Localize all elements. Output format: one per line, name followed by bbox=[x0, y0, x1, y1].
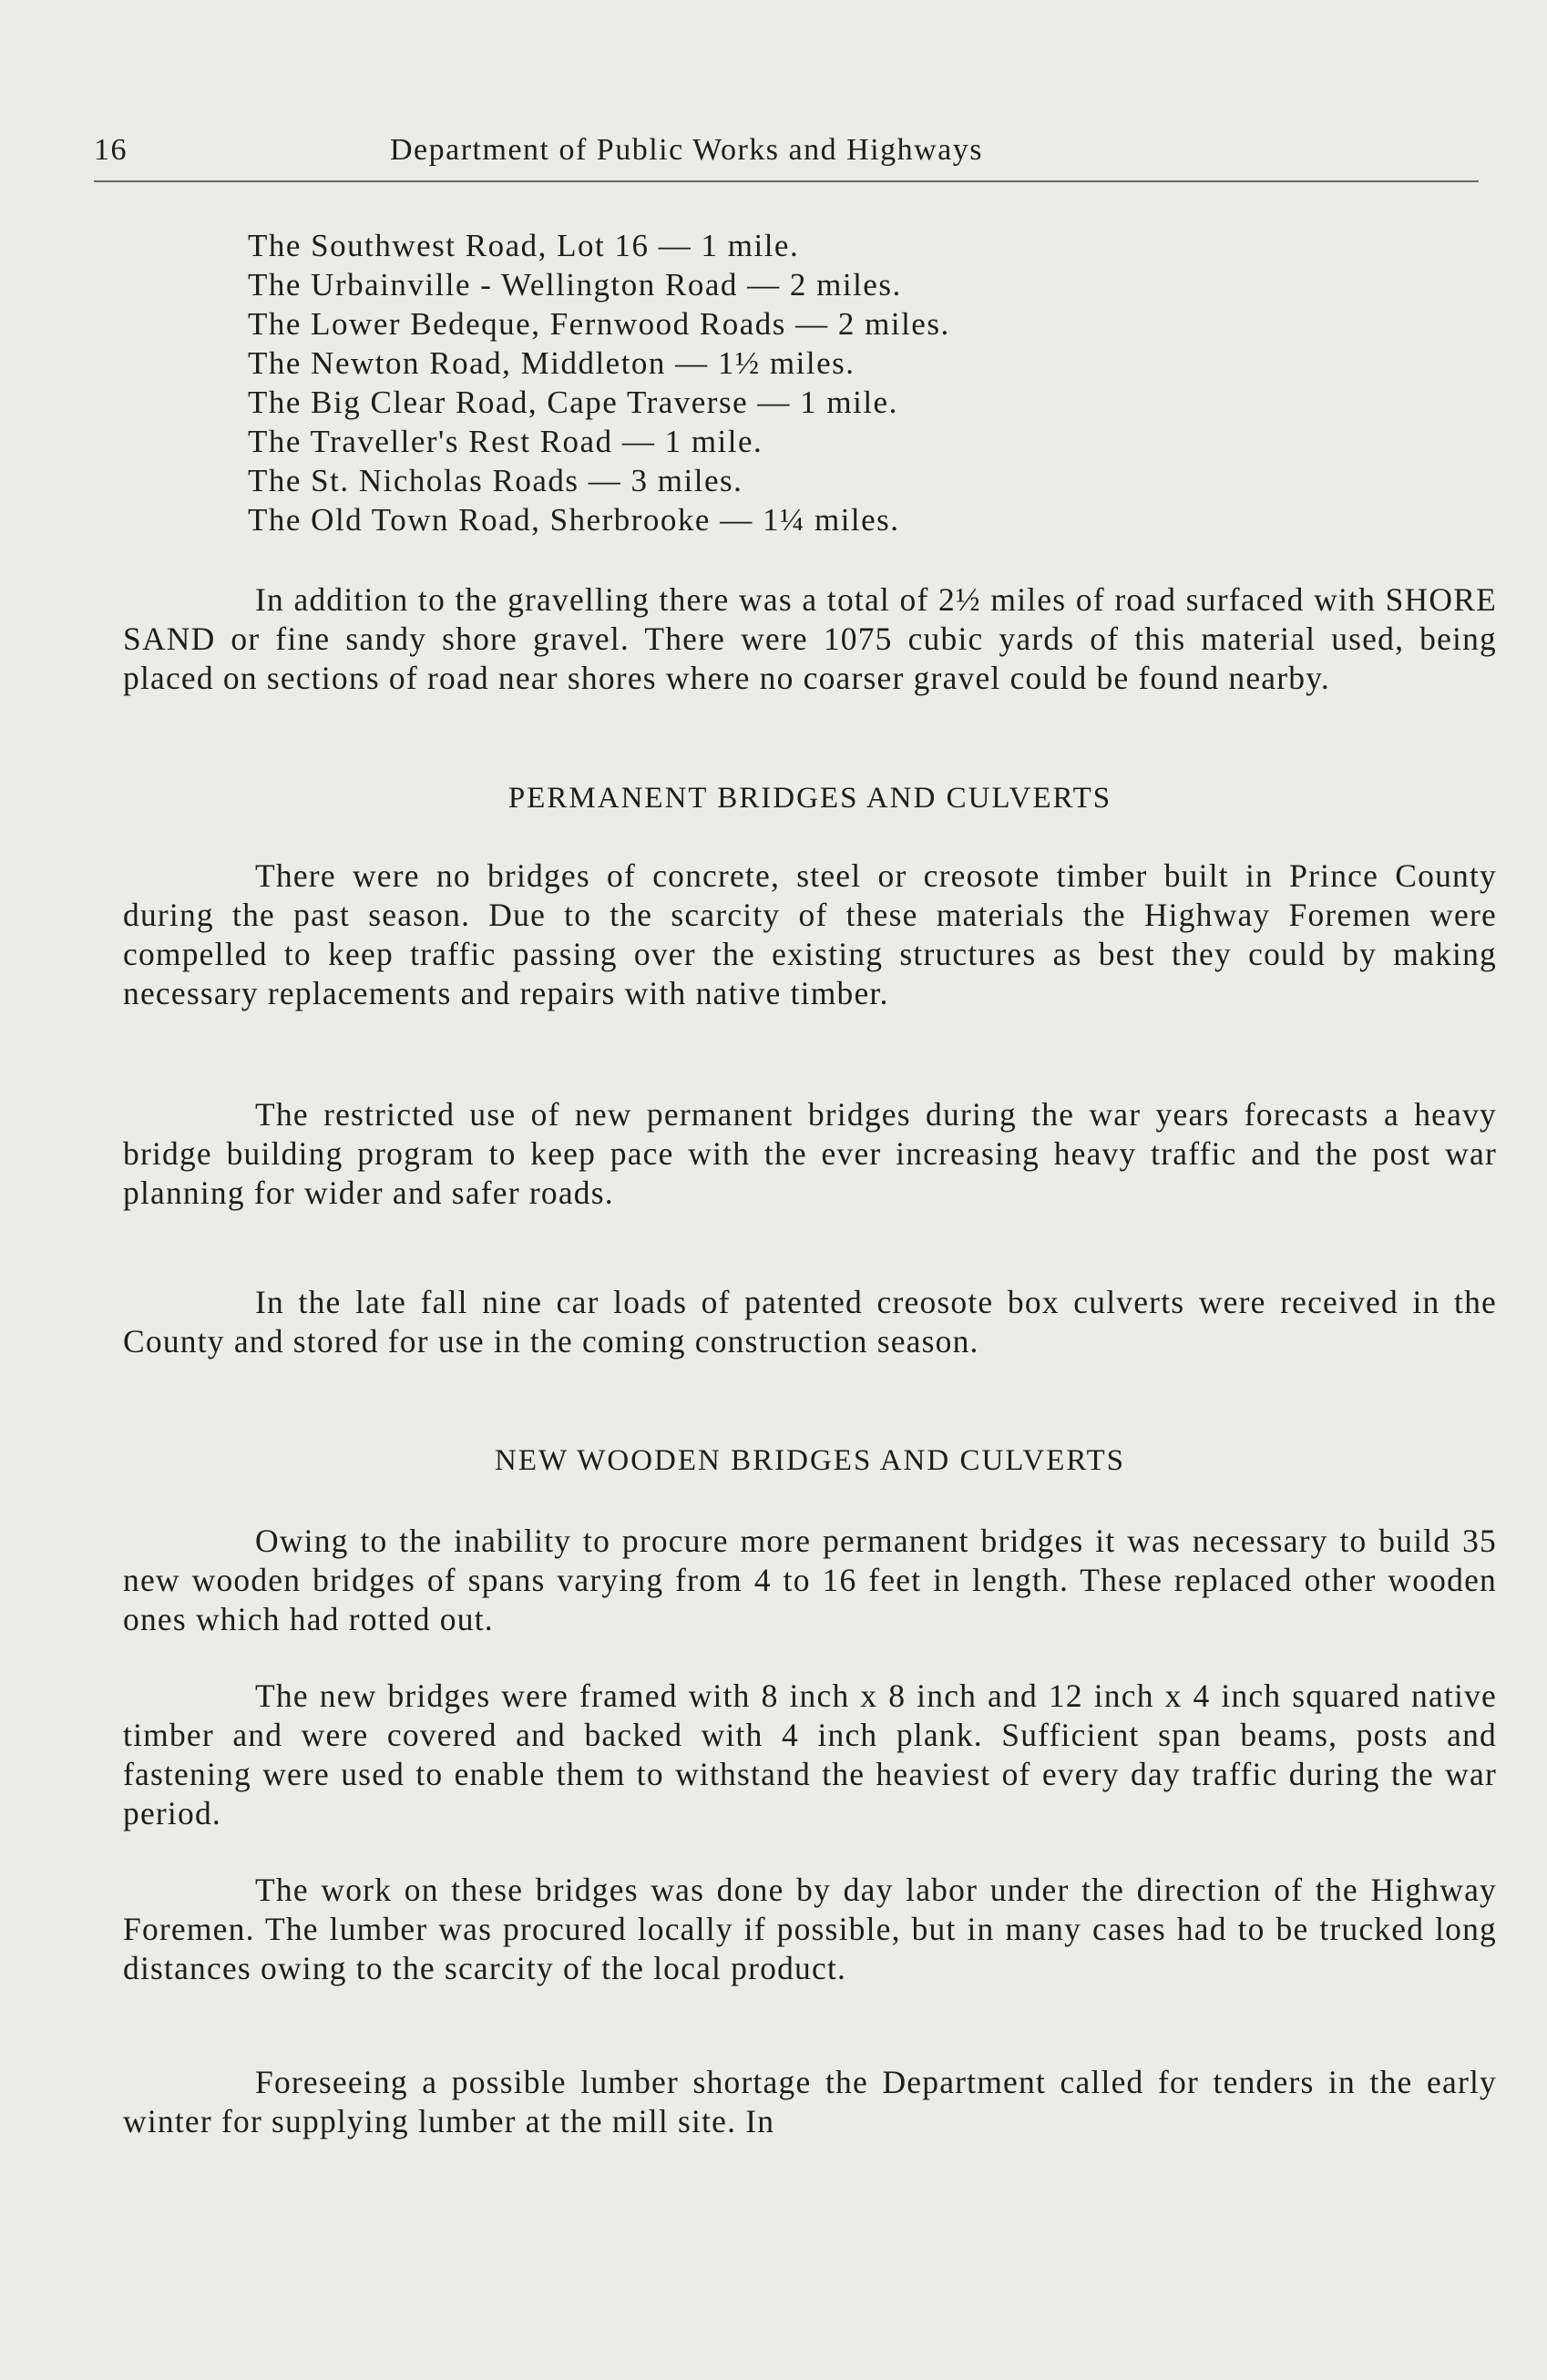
paragraph-wooden-bridges-3: The work on these bridges was done by day labor under the direction of the Highway Foremen. The lumber was procured locally if possible, but in many cases had to be trucked long distances owing to the scarcity of the local product. bbox=[123, 1872, 1497, 1986]
road-list-item: The Old Town Road, Sherbrooke — 1¼ miles. bbox=[248, 502, 900, 538]
page-header bbox=[94, 126, 1479, 182]
section-heading-permanent-bridges: PERMANENT BRIDGES AND CULVERTS bbox=[507, 782, 1112, 815]
paragraph-wooden-bridges-4: Foreseeing a possible lumber shortage the Department called for tenders in the early winter for supplying lumber at the mill site. In bbox=[123, 2064, 1497, 2139]
road-list-item: The Traveller's Rest Road — 1 mile. bbox=[248, 424, 763, 459]
running-head: Department of Public Works and Highways bbox=[390, 133, 983, 167]
road-list-item: The St. Nicholas Roads — 3 miles. bbox=[248, 463, 743, 498]
road-list-item: The Big Clear Road, Cape Traverse — 1 mile. bbox=[248, 385, 898, 420]
page-number: 16 bbox=[94, 133, 128, 167]
paragraph-permanent-bridges-2: The restricted use of new permanent bridges during the war years forecasts a heavy bridge building program to keep pace with the ever increasing heavy traffic and the post war planning for wider and safer roads. bbox=[123, 1096, 1497, 1211]
paragraph-permanent-bridges-3: In the late fall nine car loads of patented creosote box culverts were received in the County and stored for use in the coming construction season. bbox=[123, 1284, 1497, 1359]
road-list bbox=[248, 226, 950, 539]
road-list-item: The Urbainville - Wellington Road — 2 miles. bbox=[248, 267, 902, 303]
paragraph-shore-sand: In addition to the gravelling there was a total of 2½ miles of road surfaced with SHORE SAND or fine sandy shore gravel. There were 1075 cubic yards of this material used, being placed on sections of road near shores where no coarser gravel could be found nearby. bbox=[123, 581, 1497, 696]
paragraph-permanent-bridges-1: There were no bridges of concrete, steel or creosote timber built in Prince County during the past season. Due to the scarcity of these materials the Highway Foremen were compelled to keep traffic passing over the existing structures as best they could by making necessary replacements and repairs with native timber. bbox=[123, 857, 1497, 1011]
paragraph-wooden-bridges-2: The new bridges were framed with 8 inch x 8 inch and 12 inch x 4 inch squared native timber and were covered and backed with 4 inch plank. Sufficient span beams, posts and fastening were used to enable them to withstand the heaviest of every day traffic during the war period. bbox=[123, 1677, 1497, 1831]
road-list-item: The Southwest Road, Lot 16 — 1 mile. bbox=[248, 228, 800, 263]
road-list-item: The Newton Road, Middleton — 1½ miles. bbox=[248, 345, 855, 381]
road-list-item: The Lower Bedeque, Fernwood Roads — 2 miles. bbox=[248, 306, 950, 342]
section-heading-wooden-bridges: NEW WOODEN BRIDGES AND CULVERTS bbox=[495, 1444, 1125, 1477]
paragraph-wooden-bridges-1: Owing to the inability to procure more permanent bridges it was necessary to build 35 new wooden bridges of spans varying from 4 to 16 feet in length. These replaced other wooden ones which had rotted out. bbox=[123, 1523, 1497, 1637]
